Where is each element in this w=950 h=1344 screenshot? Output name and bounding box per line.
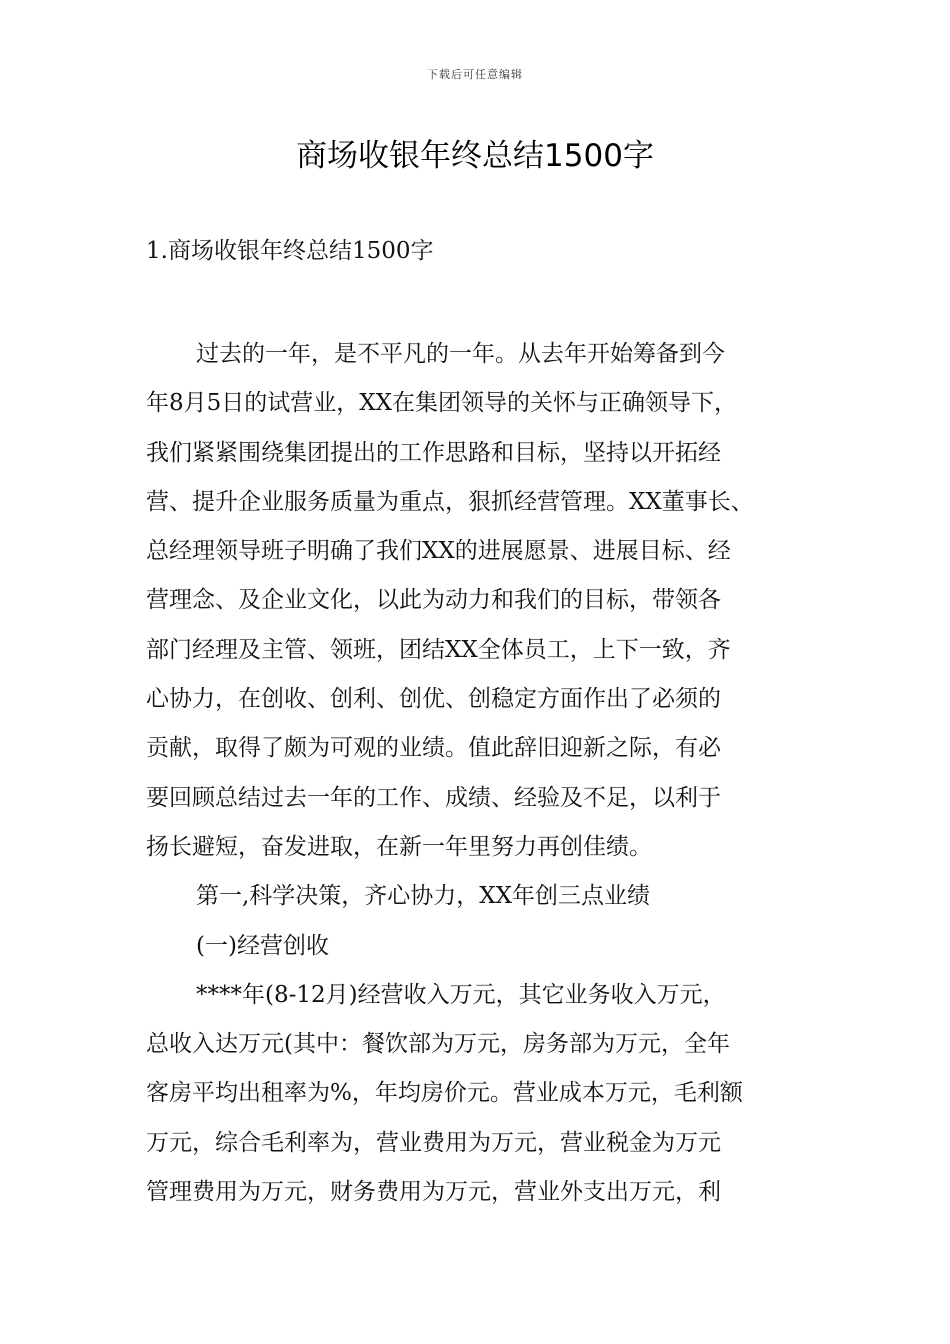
paragraph-line: 过去的一年，是不平凡的一年。从去年开始筹备到今 xyxy=(196,341,725,367)
paragraph-line: 贡献，取得了颇为可观的业绩。值此辞旧迎新之际，有必 xyxy=(146,735,721,762)
paragraph-line: 我们紧紧围绕集团提出的工作思路和目标，坚持以开拓经 xyxy=(146,439,721,466)
paragraph-line: 心协力，在创收、创利、创优、创稳定方面作出了必须的 xyxy=(146,686,721,713)
paragraph-line: 总经理领导班子明确了我们XX的进展愿景、进展目标、经 xyxy=(146,538,731,565)
section-heading: 1.商场收银年终总结1500字 xyxy=(146,238,434,264)
paragraph-line: ****年(8-12月)经营收入万元，其它业务收入万元， xyxy=(196,981,726,1008)
paragraph-line: 年8月5日的试营业，XX在集团领导的关怀与正确领导下， xyxy=(146,390,738,417)
paragraph-line: 部门经理及主管、领班，团结XX全体员工，上下一致，齐 xyxy=(146,636,731,663)
paragraph-line: 营、提升企业服务质量为重点，狠抓经营管理。XX董事长、 xyxy=(146,488,754,515)
paragraph-line: 管理费用为万元，财务费用为万元，营业外支出万元，利 xyxy=(146,1179,721,1206)
document-body xyxy=(146,330,826,1217)
document-title: 商场收银年终总结1500字 xyxy=(296,138,654,174)
paragraph-line: 营理念、及企业文化，以此为动力和我们的目标，带领各 xyxy=(146,587,721,614)
paragraph-line: 万元，综合毛利率为，营业费用为万元，营业税金为万元 xyxy=(146,1129,721,1156)
paragraph-line: 扬长避短，奋发进取，在新一年里努力再创佳绩。 xyxy=(146,833,652,860)
paragraph-line: 客房平均出租率为%，年均房价元。营业成本万元，毛利额 xyxy=(146,1080,743,1107)
paragraph-line: 要回顾总结过去一年的工作、成绩、经验及不足，以利于 xyxy=(146,784,721,811)
subsection-heading: 第一,科学决策，齐心协力，XX年创三点业绩 xyxy=(196,883,651,910)
paragraph-line: 总收入达万元(其中：餐饮部为万元，房务部为万元，全年 xyxy=(146,1031,730,1058)
subsection-heading: (一)经营创收 xyxy=(196,932,329,959)
header-note: 下载后可任意编辑 xyxy=(427,68,523,81)
